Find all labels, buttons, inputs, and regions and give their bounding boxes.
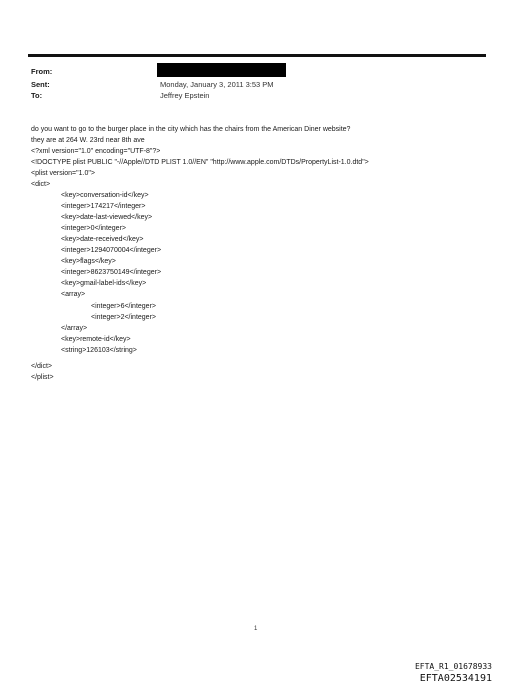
- body-line: <integer>0</integer>: [61, 225, 126, 232]
- body-line: </array>: [61, 325, 88, 332]
- to-label: To:: [31, 91, 43, 100]
- body-line: <array>: [61, 291, 86, 298]
- body-line: <!DOCTYPE plist PUBLIC "-//Apple//DTD PLIST 1.0//EN" "http://www.apple.com/DTDs/PropertyList-1.0.dtd">: [31, 159, 369, 166]
- sender-redaction: [157, 63, 286, 77]
- body-line: <dict>: [31, 181, 51, 188]
- body-line: <integer>8623750149</integer>: [61, 269, 162, 276]
- body-line: <string>126103</string>: [61, 347, 137, 354]
- body-line: they are at 264 W. 23rd near 8th ave: [31, 137, 145, 144]
- body-line: do you want to go to the burger place in the city which has the chairs from the American Diner website?: [31, 126, 351, 133]
- body-line: <integer>1294070004</integer>: [61, 247, 162, 254]
- sent-label: Sent:: [31, 80, 50, 89]
- body-line: <key>date-last-viewed</key>: [61, 214, 153, 221]
- body-line: <key>date-received</key>: [61, 236, 144, 243]
- body-line: <plist version="1.0">: [31, 170, 95, 177]
- body-line: <key>conversation-id</key>: [61, 192, 149, 199]
- bates-number-large: EFTA02534191: [419, 673, 492, 684]
- body-line: <key>flags</key>: [61, 258, 116, 265]
- header-rule: [28, 54, 486, 57]
- bates-number-small: EFTA_R1_01678933: [414, 662, 492, 671]
- to-value: Jeffrey Epstein: [160, 91, 210, 100]
- body-line: <integer>174217</integer>: [61, 203, 146, 210]
- body-line: <integer>6</integer>: [91, 303, 156, 310]
- sent-value: Monday, January 3, 2011 3:53 PM: [160, 80, 274, 89]
- from-label: From:: [31, 67, 53, 76]
- body-line: <key>remote-id</key>: [61, 336, 131, 343]
- body-line: </plist>: [31, 374, 54, 381]
- body-line: <?xml version="1.0" encoding="UTF-8"?>: [31, 148, 161, 155]
- page-number: 1: [254, 626, 258, 632]
- body-line: <key>gmail-label-ids</key>: [61, 280, 147, 287]
- body-line: </dict>: [31, 363, 53, 370]
- body-line: <integer>2</integer>: [91, 314, 156, 321]
